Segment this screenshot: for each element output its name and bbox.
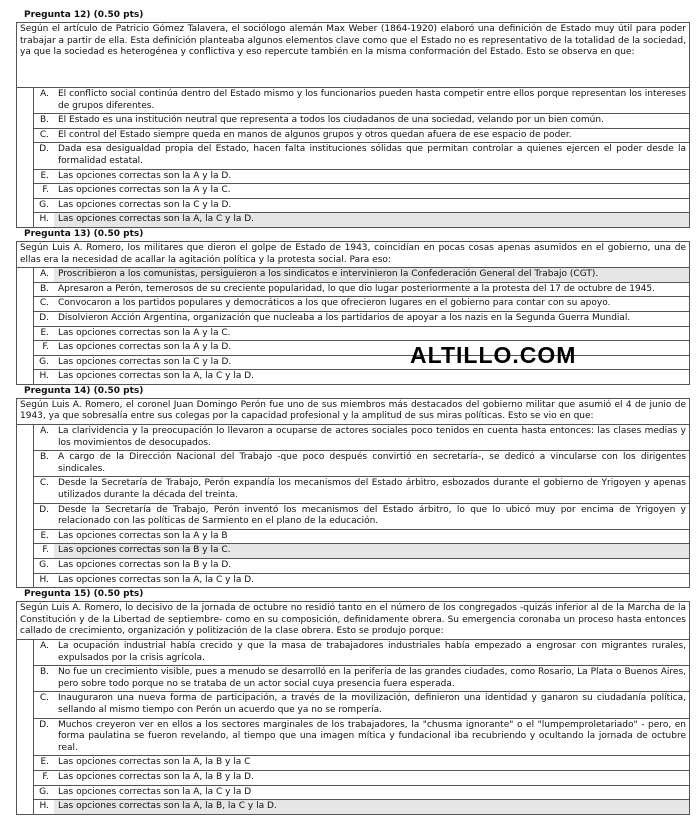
option-a[interactable] [34,268,689,283]
option-letter: D. [39,719,49,730]
option-letter: E. [40,757,49,768]
option-a[interactable] [34,425,689,451]
option-text: Las opciones correctas son la A y la C. [58,327,231,338]
question-header: Pregunta 14) (0.50 pts) [24,385,144,396]
option-text: El control del Estado siempre queda en manos de algunos grupos y otros quedan afuera de ese espacio de poder. [58,129,572,140]
option-letter: D. [39,144,49,155]
option-f[interactable] [34,544,689,559]
option-f[interactable] [34,771,689,786]
option-g[interactable] [34,356,689,371]
option-text: Dada esa desigualdad propia del Estado, hacen falta instituciones sólidas que permitan controlar a quienes ejercen el poder desde la formalidad estatal. [58,144,686,166]
option-letter: G. [39,786,49,797]
question-box [16,22,690,228]
exam-page [16,9,690,815]
option-e[interactable] [34,756,689,771]
option-letter: D. [39,312,49,323]
option-letter: B. [39,667,49,678]
option-letter: A. [40,640,49,651]
question-box [16,601,690,815]
question-stem: Según Luis A. Romero, el coronel Juan Domingo Perón fue uno de sus miembros más destacados del gobierno militar que asumió el 4 de junio de 1943, ya que sobresalía entre sus colegas por la capacidad profesional y la amplitud de sus miras políticas. Esto se vio en que: [17,399,689,425]
option-letter: A. [40,426,49,437]
option-letter: G. [39,356,49,367]
option-d[interactable] [34,312,689,327]
question-15 [16,588,690,815]
option-list [33,425,689,587]
option-text: Las opciones correctas son la A, la C y la D [58,786,252,797]
option-text: La clarividencia y la preocupación lo llevaron a ocuparse de actores sociales poco tenidos en cuenta hasta entonces: las clases medias y los movimientos de desocupados. [58,426,686,448]
question-header: Pregunta 13) (0.50 pts) [24,228,144,239]
option-letter: C. [39,129,49,140]
option-c[interactable] [34,297,689,312]
option-text: Las opciones correctas son la C y la D. [58,356,232,367]
question-box [16,241,690,385]
option-text: Inauguraron una nueva forma de participación, a través de la movilización, definieron una identidad y ganaron su ciudadanía política, sellando al mismo tiempo con Perón un acuerdo que ya no se rompería. [58,693,686,715]
option-text: Las opciones correctas son la B y la D. [58,560,232,570]
option-letter: C. [39,298,49,309]
option-letter: F. [42,185,49,196]
option-letter: C. [39,693,49,704]
option-text: La ocupación industrial había crecido y que la masa de trabajadores industriales había empezado a engrosar con migrantes rurales, expulsados por la crisis agrícola. [58,640,686,663]
option-c[interactable] [34,692,689,718]
question-13 [16,228,690,385]
option-letter: E. [40,170,49,181]
option-e[interactable] [34,327,689,342]
option-text: Las opciones correctas son la B y la C. [54,544,689,558]
option-c[interactable] [34,129,689,144]
option-letter: A. [40,269,49,280]
option-text: Las opciones correctas son la A, la C y la D. [58,574,255,585]
option-h[interactable] [34,370,689,384]
option-text: Las opciones correctas son la C y la D. [58,199,232,210]
option-text: Las opciones correctas son la A, la B y la C [58,757,251,768]
option-text: Las opciones correctas son la A, la C y la D. [54,213,689,227]
option-a[interactable] [34,640,689,666]
option-letter: A. [40,89,49,99]
option-text: Muchos creyeron ver en ellos a los sectores marginales de los trabajadores, la "chusma ignorante" o el "lumpemproletariado" - pero, en forma paulatina se fueron revelando, al tiempo que una imagen mítica y fundacional iba recubriendo y ocultando la jornada de octubre real. [58,719,686,753]
option-list [33,268,689,384]
option-h[interactable] [34,574,689,588]
option-d[interactable] [34,719,689,757]
question-stem: Según el artículo de Patricio Gómez Talavera, el sociólogo alemán Max Weber (1864-1920) elaboró una definición de Estado muy útil para poder trabajar a partir de ella. Esta definición planteaba algunos elementos clave como que el Estado no es representativo de la totalidad de la sociedad, ya que la sociedad es heterogénea y conflictiva y eso repercute también en la misma conformación del Estado. Esto se observa en que: [17,23,689,88]
option-letter: B. [39,452,49,463]
option-text: Las opciones correctas son la A y la D. [58,342,232,353]
option-h[interactable] [34,213,689,227]
option-text: Las opciones correctas son la A, la B, la C y la D. [54,800,689,814]
option-text: Disolvieron Acción Argentina, organización que nucleaba a los partidarios de apoyar a los nazis en la Segunda Guerra Mundial. [58,312,631,323]
question-box [16,398,690,588]
option-text: Apresaron a Perón, temerosos de su creciente popularidad, lo que dio lugar posteriormente a la protesta del 17 de octubre de 1945. [58,283,656,294]
watermark: ALTILLO.COM [410,342,577,368]
option-text: Proscribieron a los comunistas, persiguieron a los sindicatos e intervinieron la Confederación General del Trabajo (CGT). [54,268,689,282]
option-g[interactable] [34,786,689,801]
option-text: No fue un crecimiento visible, pues a menudo se desarrolló en la periferia de las grandes ciudades, como Rosario, La Plata o Buenos Aires, pero sobre todo porque no se trataba de un actor social cuya presencia fuera esperada. [58,667,686,689]
option-f[interactable] [34,184,689,199]
option-e[interactable] [34,530,689,545]
option-text: Las opciones correctas son la A y la B [58,530,228,541]
option-f[interactable] [34,341,689,356]
option-d[interactable] [34,504,689,530]
option-list [33,88,689,227]
option-letter: E. [40,327,49,338]
option-letter: H. [39,371,49,382]
option-letter: B. [39,283,49,294]
question-header: Pregunta 15) (0.50 pts) [24,589,144,600]
option-text: Las opciones correctas son la A y la D. [58,170,232,181]
option-letter: H. [39,214,49,225]
option-e[interactable] [34,170,689,185]
option-b[interactable] [34,451,689,477]
option-text: Desde la Secretaría de Trabajo, Perón expandía los mecanismos del Estado árbitro, esbozados durante el gobierno de Yrigoyen y apenas utilizados durante la década del treinta. [58,478,686,501]
option-letter: F. [42,545,49,556]
option-text: A cargo de la Dirección Nacional del Trabajo -que poco después convirtió en secretaría-, se dedicó a vincularse con los dirigentes sindicales. [58,452,686,474]
option-b[interactable] [34,114,689,129]
option-list [33,640,689,814]
option-letter: C. [39,478,49,489]
option-letter: D. [39,504,49,515]
option-c[interactable] [34,477,689,503]
option-text: Convocaron a los partidos populares y democráticos a los que ofrecieron lugares en el gobierno para contar con su apoyo. [58,298,611,309]
option-text: Las opciones correctas son la A, la C y la D. [58,371,255,382]
question-14 [16,385,690,588]
option-text: Desde la Secretaría de Trabajo, Perón inventó los mecanismos del Estado árbitro, lo que lo ubicó muy por encima de Yrigoyen y relacionado con las políticas de Sarmiento en el plano de la educación. [58,504,686,527]
option-b[interactable] [34,666,689,692]
option-letter: F. [42,342,49,353]
option-text: Las opciones correctas son la A, la B y la D. [58,771,254,782]
option-text: El Estado es una institución neutral que representa a todos los ciudadanos de una sociedad, velando por un bien común. [58,115,604,126]
option-letter: G. [39,199,49,210]
question-stem: Según Luis A. Romero, lo decisivo de la jornada de octubre no residió tanto en el número de los congregados -quizás inferior al de la Marcha de la Constitución y de la Libertad de septiembre- como en su composición, definidamente obrera. Su emergencia coronaba un proceso hasta entonces callado de crecimiento, organización y politización de la clase obrera. Esto se produjo porque: [17,602,689,640]
option-letter: H. [39,801,49,812]
option-b[interactable] [34,283,689,298]
option-text: El conflicto social continúa dentro del Estado mismo y los funcionarios pueden hasta competir entre ellos porque representan los intereses de grupos diferentes. [58,89,686,111]
option-letter: G. [39,560,49,570]
option-g[interactable] [34,559,689,574]
option-g[interactable] [34,199,689,214]
question-header: Pregunta 12) (0.50 pts) [24,10,144,20]
option-h[interactable] [34,800,689,814]
option-letter: E. [40,530,49,541]
option-letter: F. [42,771,49,782]
option-letter: B. [39,115,49,126]
option-letter: H. [39,574,49,585]
question-12 [16,9,690,228]
option-a[interactable] [34,88,689,114]
option-d[interactable] [34,143,689,169]
question-stem: Según Luis A. Romero, los militares que dieron el golpe de Estado de 1943, coincidían en pocas cosas apenas asumidos en el gobierno, una de ellas era la necesidad de acallar la agitación política y la protesta social. Para eso: [17,242,689,268]
option-text: Las opciones correctas son la A y la C. [58,185,231,196]
